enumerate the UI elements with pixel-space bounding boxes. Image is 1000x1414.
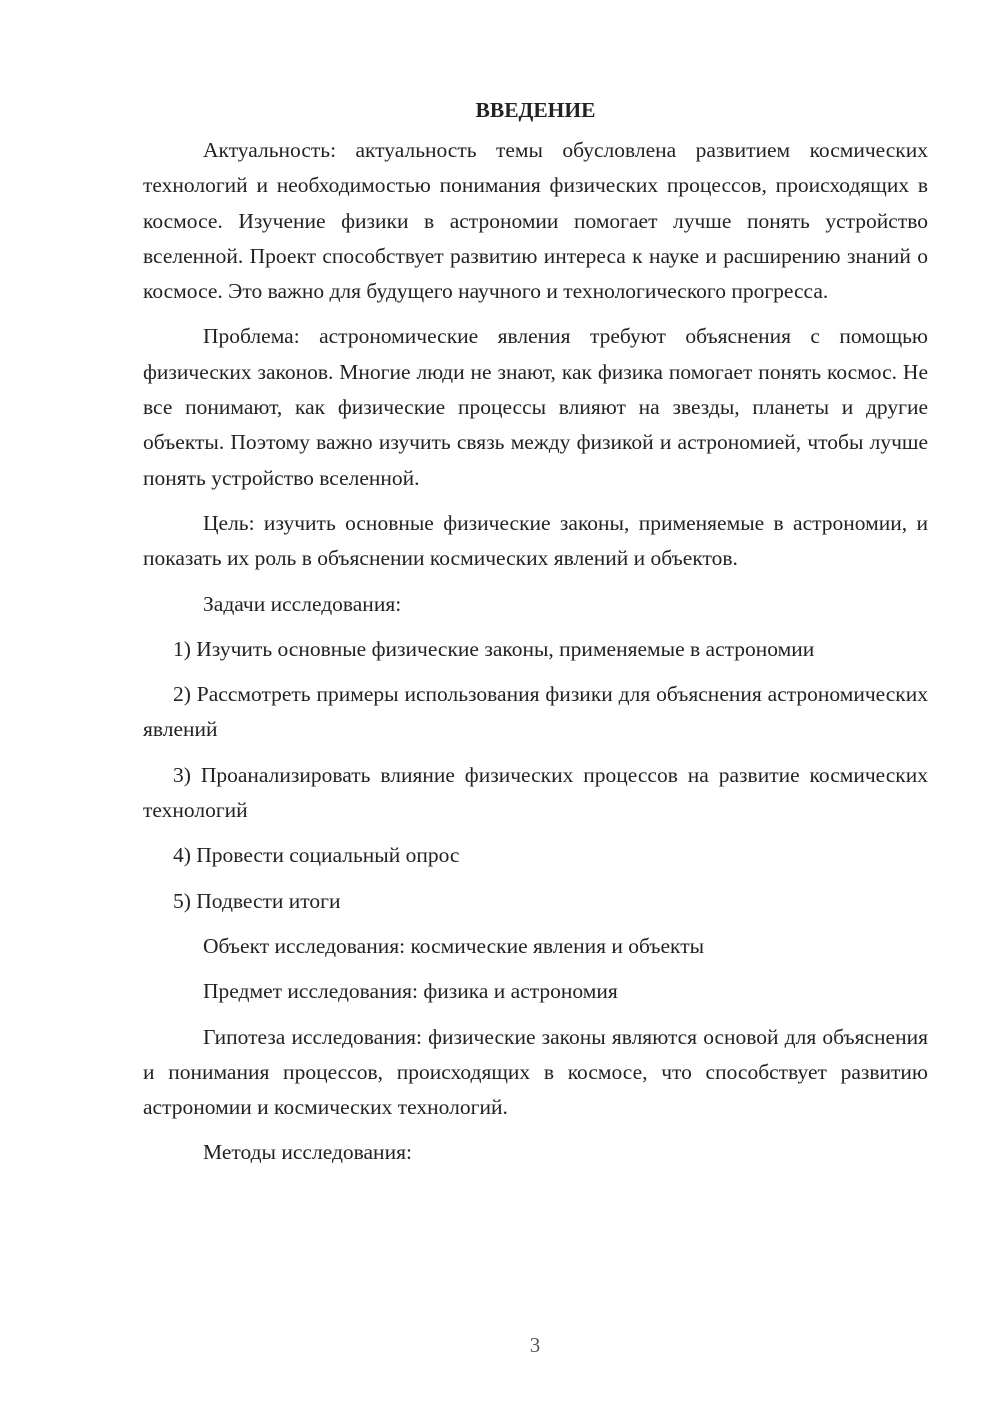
problem-paragraph: Проблема: астрономические явления требуют объяснения с помощью физических законов. Многие люди не знают, как физика помогает понять космос. Не все понимают, как физические процессы влияют на звезды, планеты и другие объекты. Поэтому важно изучить связь между физикой и астрономией, чтобы лучше понять устройство вселенной. [143, 324, 928, 490]
task-item-1: 1) Изучить основные физические законы, применяемые в астрономии [173, 636, 815, 661]
page-number: 3 [529, 1333, 541, 1357]
hypothesis-paragraph: Гипотеза исследования: физические законы являются основой для объяснения и понимания процессов, происходящих в космосе, что способствует развитию астрономии и космических технологий. [143, 1024, 928, 1120]
task-item-4: 4) Провести социальный опрос [173, 843, 460, 868]
relevance-paragraph: Актуальность: актуальность темы обусловлена развитием космических технологий и необходимостью понимания физических процессов, происходящих в космосе. Изучение физики в астрономии помогает лучше понять устройство вселенной. Проект способствует развитию интереса к науке и расширению знаний о космосе. Это важно для будущего научного и технологического прогресса. [143, 138, 928, 304]
task-item-5: 5) Подвести итоги [173, 888, 341, 913]
object-paragraph: Объект исследования: космические явления и объекты [203, 933, 705, 958]
subject-paragraph: Предмет исследования: физика и астрономия [203, 979, 618, 1004]
methods-heading: Методы исследования: [203, 1140, 412, 1165]
page-content [143, 93, 928, 1181]
tasks-heading: Задачи исследования: [203, 591, 402, 616]
task-item-3: 3) Проанализировать влияние физических процессов на развитие космических технологий [143, 762, 928, 823]
task-item-2: 2) Рассмотреть примеры использования физики для объяснения астрономических явлений [143, 682, 928, 742]
goal-paragraph: Цель: изучить основные физические законы, применяемые в астрономии, и показать их роль в объяснении космических явлений и объектов. [143, 510, 928, 571]
page-title: ВВЕДЕНИЕ [475, 98, 596, 122]
